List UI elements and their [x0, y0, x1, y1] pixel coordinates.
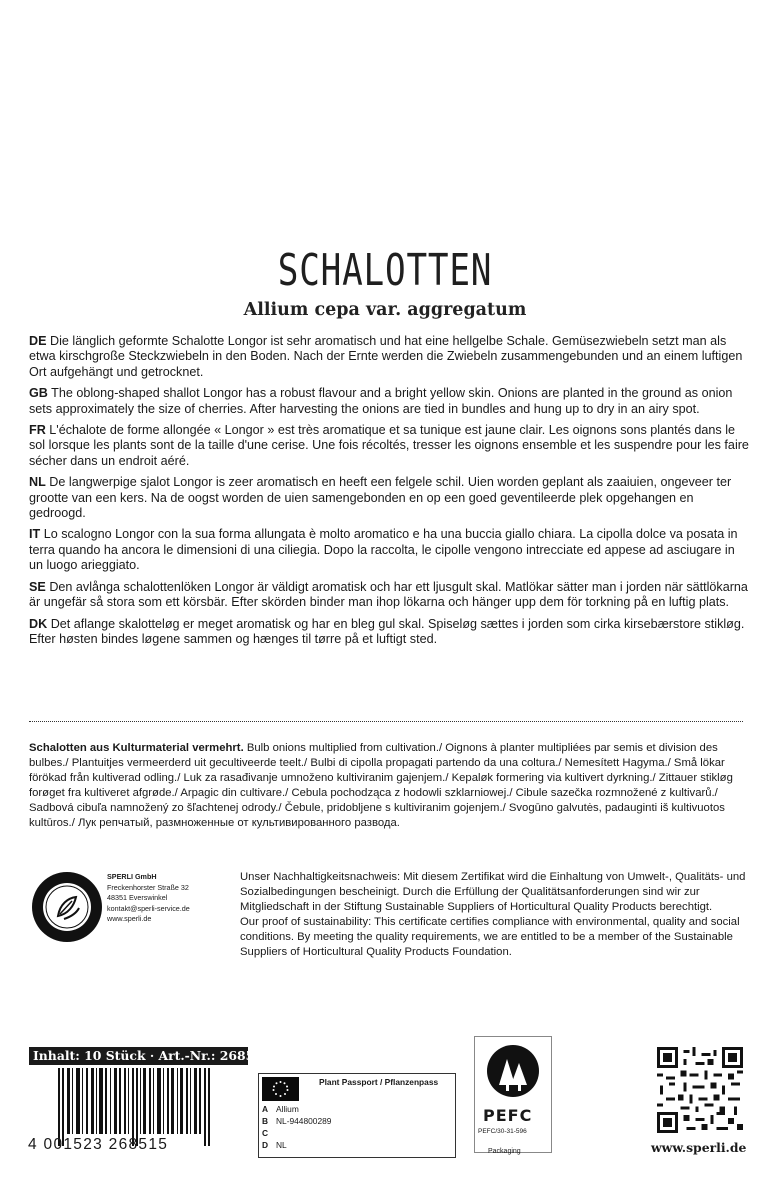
descriptions-block	[29, 334, 749, 653]
description-fr	[29, 423, 749, 469]
description-text: Die länglich geformte Schalotte Longor ist sehr aromatisch und hat eine hellgelbe Schale. Gemüsezwiebeln setzt man als etwa kirschgroße Steckzwiebeln in den Boden. Nach der Ernte werden die Zwiebeln zusammengebunden und an einem luftigen Ort aufgehängt und getrocknet.	[29, 334, 743, 379]
language-code: SE	[29, 579, 46, 594]
company-address	[107, 872, 190, 925]
description-de	[29, 334, 749, 380]
bulb-note-bold: Schalotten aus Kulturmaterial vermehrt.	[29, 742, 244, 754]
plant-passport-title: Plant Passport / Pflanzenpass	[319, 1077, 439, 1087]
sustainability-text-de: Unser Nachhaltigkeitsnachweis: Mit diesem Zertifikat wird die Einhaltung von Umwelt-, Qualitäts- und Sozialbedingungen bescheinigt. Durch die Erfüllung der Qualitätsanforderungen sind wir zur Mitgliedschaft in der Stiftung Sustainable Suppliers of Horticultural Quality Products berechtigt.	[240, 871, 746, 913]
description-it	[29, 527, 749, 573]
description-gb	[29, 386, 749, 417]
description-text: The oblong-shaped shallot Longor has a robust flavour and a bright yellow skin. Onions are planted in the ground as onion sets approximately the size of cherries. After harvesting the onions are tied in bundles and hung up to dry in an airy spot.	[29, 386, 733, 416]
description-se	[29, 580, 749, 611]
pefc-logo-text: PEFC	[483, 1106, 533, 1125]
description-text: Den avlånga schalottenlöken Longor är väldigt aromatisk och har ett ljusgult skal. Matlökar sätter man i jorden när sättlökarna är ungefär så stora som ett körsbär. Efter skörden binder man ihop lökarna och hänger upp dem för torkning på en luftig plats.	[29, 579, 748, 610]
pefc-packaging: Packaging	[488, 1148, 521, 1155]
qr-code-icon[interactable]	[657, 1047, 743, 1133]
sustainability-statement	[240, 870, 750, 960]
passport-row-d: D NL	[262, 1140, 287, 1150]
pefc-code: PEFC/30-31-596	[478, 1128, 527, 1135]
sustainable-supplier-badge-icon	[30, 870, 104, 944]
barcode-number: 4 001523 268515	[28, 1136, 169, 1153]
botanical-name: Allium cepa var. aggregatum	[243, 300, 527, 320]
product-title: SCHALOTTEN	[277, 245, 493, 296]
description-text: Lo scalogno Longor con la sua forma allungata è molto aromatico e ha una buccia giallo chiara. La cipolla dolce va posata in terra quando ha ancora le dimensioni di una ciliegia. Dopo la raccolta, le cipolle vengono intrecciate ed appese ad asciugare in un luogo arieggiato.	[29, 527, 738, 573]
description-text: De langwerpige sjalot Longor is zeer aromatisch en heeft een felgele schil. Uien worden geplant als zaaiuien, ongeveer ter grootte van een kers. Na de oogst worden de uien samengebonden en op een goed geventileerde plek opgehangen en gedroogd.	[29, 475, 732, 521]
company-city: 48351 Everswinkel	[107, 893, 168, 903]
passport-row-b: B NL-944800289	[262, 1116, 332, 1126]
sustainability-text-en: Our proof of sustainability: This certificate certifies compliance with environmental, quality and social conditions. By meeting the quality requirements, we are entitled to be a member of the Sustainable Suppliers of Horticultural Quality Products Foundation.	[240, 916, 740, 958]
bulb-origin-note	[29, 741, 744, 831]
description-text: L'échalote de forme allongée « Longor » est très aromatique et sa tunique est jaune clair. Les oignons sons plantés dans le sol lorsque les plants sont de la taille d'une cerise. Une fois récoltés, tresser les oignons ensemble et les suspendre pour les faire sécher dans un endroit aéré.	[29, 423, 749, 468]
passport-row-c: C	[262, 1128, 269, 1138]
content-article-bar: Inhalt: 10 Stück · Art.-Nr.: 268515	[29, 1047, 248, 1065]
eu-flag-icon	[262, 1077, 299, 1101]
eu-stars-icon	[262, 1077, 299, 1101]
description-text: Det aflange skalotteløg er meget aromatisk og har en bleg gul skal. Spiseløg sættes i jorden som cirka kirsebærstore stikløg. Efter høsten bindes løgene sammen og hænges til tørre på et luftigt sted.	[29, 616, 745, 646]
language-code: DK	[29, 616, 48, 631]
language-code: IT	[29, 527, 41, 542]
language-code: FR	[29, 423, 46, 438]
language-code: DE	[29, 334, 47, 348]
plant-passport	[258, 1073, 456, 1158]
passport-row-a: A Allium	[262, 1104, 299, 1114]
company-street: Freckenhorster Straße 32	[107, 882, 189, 892]
company-email: kontakt@sperli-service.de	[107, 903, 190, 913]
company-name: SPERLI GmbH	[107, 872, 157, 881]
website-link[interactable]: www.sperli.de	[651, 1140, 747, 1155]
barcode-icon	[58, 1068, 210, 1146]
company-web: www.sperli.de	[107, 914, 152, 924]
dotted-divider	[29, 721, 743, 722]
language-code: NL	[29, 475, 46, 490]
language-code: GB	[29, 386, 48, 401]
description-nl	[29, 475, 749, 521]
description-dk	[29, 617, 749, 648]
pefc-label	[474, 1036, 552, 1153]
bulb-note-text: Bulb onions multiplied from cultivation./ Oignons à planter multipliées par semis et division des bulbes./ Plantuitjes vermeerderd uit gecultiveerde teelt./ Bulbi di cipolla propagati partendo da una coltura./ Nemesített Hagyma./ Små lökar förökad från kultiverad odling./ Luk za rasađivanje umnoženo kultiviranim gajenjem./ Kepaløk formering via kultivert dyrkning./ Zittauer stikløg forøget fra kultiveret afgrøde./ Arpagic din cultivare./ Cebula pochodząca z hodowli szklarniowej./ Cibule sazečka rozmnožené z kultivarů./ Sadbová cibuľa namnožený zo šľachtenej odrody./ Čebule, pridobljene s kultiviranim gojenjem./ Svogūno galvutės, padauginti iš kultivuotos kultūros./ Лук репчатый, размноженные от культивированного развода.	[29, 742, 733, 829]
pefc-tree-icon	[475, 1037, 551, 1107]
